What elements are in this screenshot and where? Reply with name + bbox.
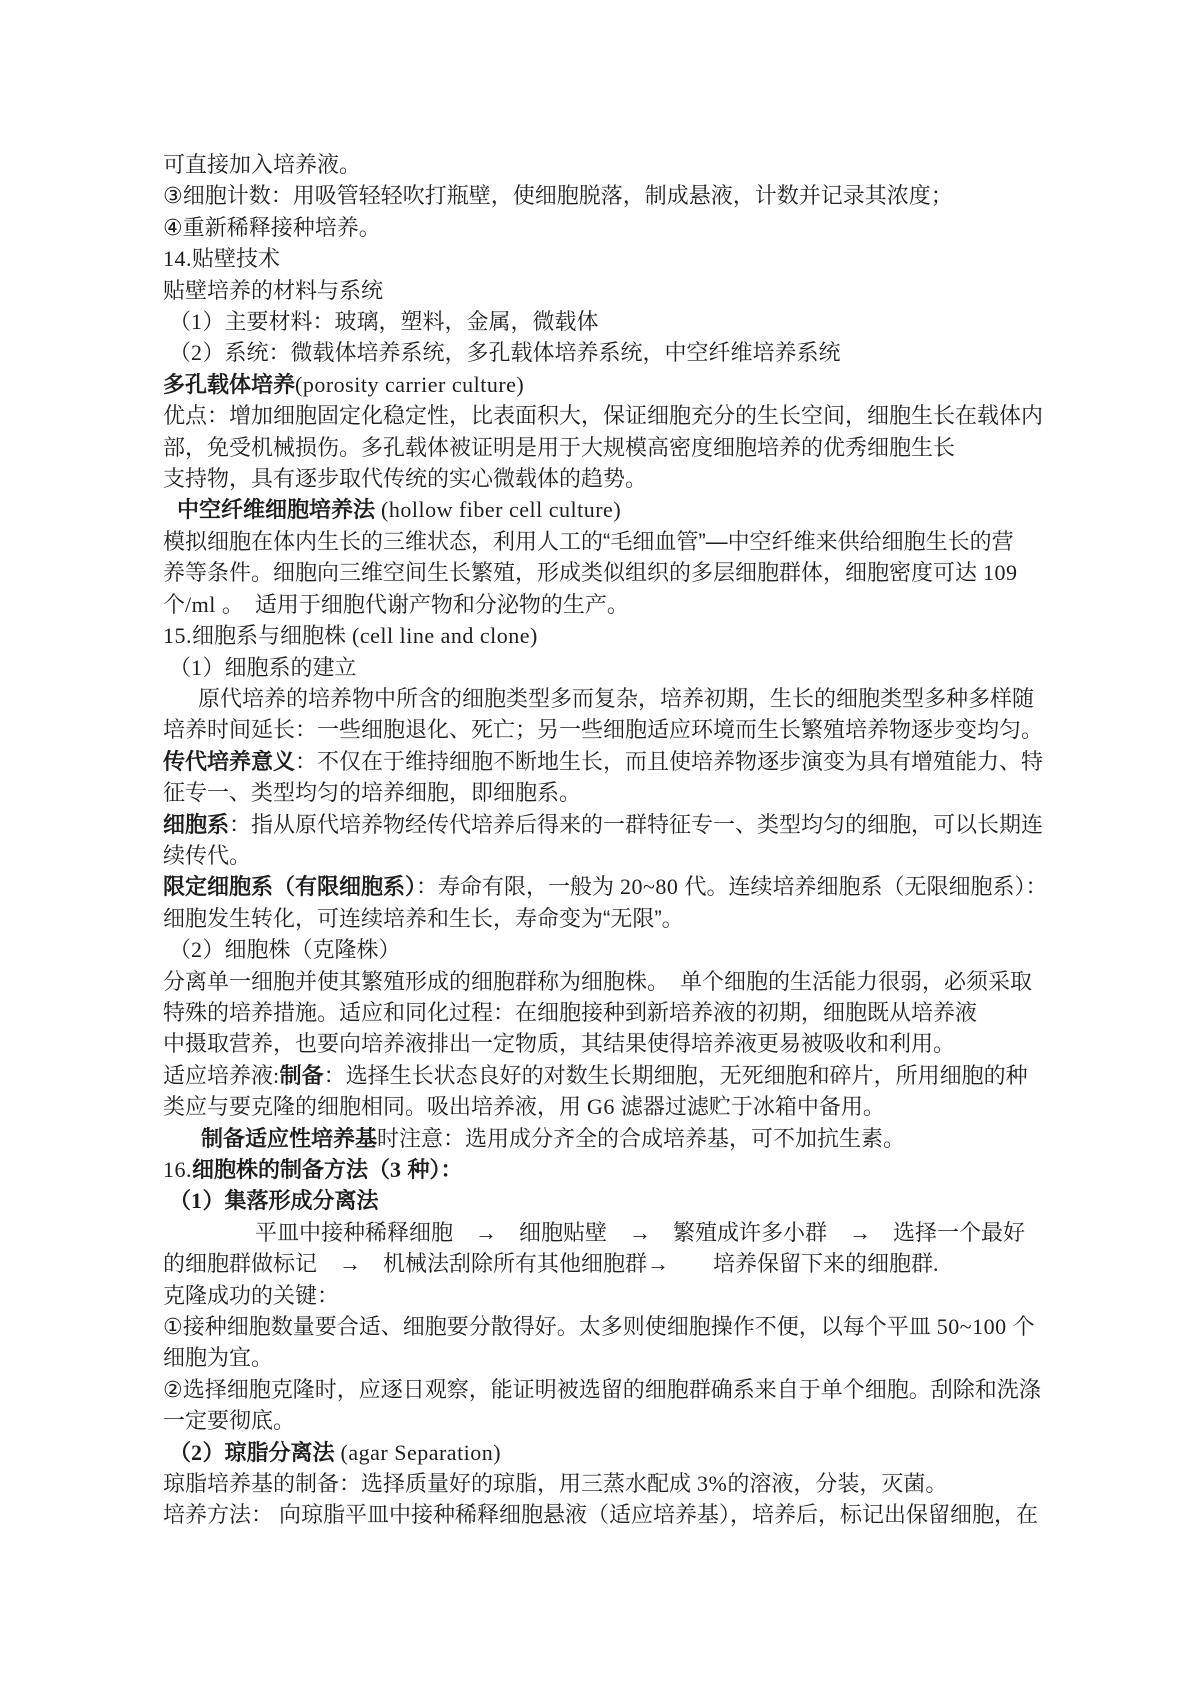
bold-text-segment: 多孔载体培养 — [163, 371, 296, 397]
bold-text-segment: 限定细胞系（有限细胞系） — [163, 874, 417, 900]
text-line — [163, 400, 1053, 431]
latin-text: 14. — [163, 246, 192, 272]
latin-text: 3 — [390, 1157, 408, 1182]
text-segment: 类应与要克隆的细胞相同。吸出培养液，用 G6 滤器过滤贮于冰箱中备用。 — [163, 1094, 885, 1120]
text-segment: ：指从原代培养物经传代培养后得来的一群特征专一、类型均匀的细胞，可以长期连 — [229, 811, 1044, 837]
text-line — [163, 432, 1053, 463]
latin-text: . — [933, 1251, 940, 1277]
latin-text: 2 — [191, 1439, 203, 1465]
text-segment: 个/ml 。 适用于细胞代谢产物和分泌物的生产。 — [163, 591, 629, 617]
text-line — [163, 306, 1053, 337]
text-segment: 征专一、类型均匀的培养细胞，即细胞系。 — [163, 780, 582, 806]
text-segment: ④重新稀释接种培养。 — [163, 214, 381, 240]
document-body — [163, 149, 1053, 1531]
latin-text: : — [273, 1062, 280, 1088]
text-segment: 培养时间延长：一些细胞退化、死亡；另一些细胞适应环境而生长繁殖培养物逐步变均匀。 — [163, 717, 1044, 743]
text-line — [163, 934, 1053, 965]
text-line — [163, 1154, 1053, 1185]
latin-text: G6 — [581, 1094, 621, 1120]
text-line — [163, 369, 1053, 400]
text-segment: （2）细胞株（克隆株） — [169, 937, 401, 963]
latin-text: 2 — [191, 340, 203, 366]
text-segment — [375, 497, 621, 522]
text-segment: 一定要彻底。 — [163, 1408, 296, 1434]
text-segment: ：不仅在于维持细胞不断地生长，而且使培养物逐步演变为具有增殖能力、特 — [295, 748, 1044, 774]
latin-text: (hollow fiber cell culture) — [375, 497, 622, 523]
text-segment: （1）主要材料：玻璃，塑料，金属，微载体 — [169, 309, 599, 335]
text-segment: 的细胞群做标记 → 机械法刮除所有其他细胞群→ 培养保留下来的细胞群. — [163, 1251, 940, 1277]
text-segment: 贴壁培养的材料与系统 — [163, 277, 384, 303]
text-line — [163, 180, 1053, 211]
text-line — [163, 777, 1053, 808]
latin-text: 2 — [191, 937, 203, 963]
text-segment: 细胞发生转化，可连续培养和生长，寿命变为“无限”。 — [163, 905, 684, 931]
latin-text: 1 — [191, 309, 203, 335]
text-segment: 可直接加入培养液。 — [163, 152, 362, 177]
text-line — [163, 1028, 1053, 1059]
text-line — [163, 337, 1053, 368]
text-line — [163, 526, 1053, 557]
text-line — [163, 652, 1053, 683]
latin-text: 16. — [163, 1157, 192, 1182]
text-line — [163, 1280, 1053, 1311]
bold-text-segment: 中空纤维细胞培养法 — [177, 497, 376, 523]
text-line — [163, 149, 1053, 180]
text-line — [163, 683, 1053, 714]
text-line — [163, 746, 1053, 777]
text-segment: 分离单一细胞并使其繁殖形成的细胞群称为细胞株。 单个细胞的生活能力很弱，必须采取 — [163, 968, 1033, 994]
text-segment — [295, 372, 524, 397]
latin-text: 20~80 — [614, 874, 685, 900]
text-segment: 培养方法： 向琼脂平皿中接种稀释细胞悬液（适应培养基），培养后，标记出保留细胞，在 — [163, 1502, 1039, 1528]
latin-text: 50~100 — [930, 1314, 1013, 1340]
text-line — [163, 1405, 1053, 1436]
text-segment: ：选择生长状态良好的对数生长期细胞，无死细胞和碎片，所用细胞的种 — [323, 1062, 1028, 1088]
bold-text-segment: 制备 — [279, 1062, 324, 1088]
text-line — [163, 714, 1053, 745]
text-line — [163, 275, 1053, 306]
text-line — [163, 557, 1053, 588]
text-segment: 时注意：选用成分齐全的合成培养基，可不加抗生素。 — [377, 1125, 906, 1151]
text-line — [163, 494, 1053, 525]
latin-text: (cell line and clone) — [346, 623, 538, 649]
text-line — [163, 1123, 1053, 1154]
bold-text-segment: 传代培养意义 — [163, 748, 296, 774]
text-segment — [335, 1440, 502, 1465]
text-segment: 中摄取营养，也要向培养液排出一定物质，其结果使得培养液更易被吸收和利用。 — [163, 1031, 956, 1057]
text-line — [163, 1342, 1053, 1373]
text-segment: 支持物，具有逐步取代传统的实心微载体的趋势。 — [163, 466, 648, 492]
text-segment: 琼脂培养基的制备：选择质量好的琼脂，用三蒸水配成 3%的溶液，分装，灭菌。 — [163, 1471, 948, 1497]
latin-text — [273, 1502, 279, 1527]
bold-text-segment: （2）琼脂分离法 — [169, 1439, 335, 1465]
text-segment: （2）系统：微载体培养系统，多孔载体培养系统，中空纤维培养系统 — [169, 340, 841, 366]
bold-text-segment: 细胞系 — [163, 811, 230, 837]
text-segment: 14.贴壁技术 — [163, 246, 281, 272]
text-line — [163, 871, 1053, 902]
text-segment: 细胞为宜。 — [163, 1345, 274, 1371]
text-line — [163, 1311, 1053, 1342]
text-segment: 模拟细胞在体内生长的三维状态，利用人工的“毛细血管”—中空纤维来供给细胞生长的营 — [163, 528, 1014, 554]
text-line — [163, 1091, 1053, 1122]
latin-text: 109 — [977, 560, 1018, 586]
text-segment: 适应培养液: — [163, 1062, 280, 1088]
latin-text: /ml — [185, 591, 222, 617]
text-line — [163, 1060, 1053, 1091]
text-line — [163, 463, 1053, 494]
text-segment: 克隆成功的关键： — [163, 1282, 340, 1308]
text-line — [163, 997, 1053, 1028]
text-segment: （1）细胞系的建立 — [169, 654, 357, 680]
text-line — [163, 1374, 1053, 1405]
text-line — [163, 620, 1053, 651]
text-line — [163, 809, 1053, 840]
text-segment: 部，免受机械损伤。多孔载体被证明是用于大规模高密度细胞培养的优秀细胞生长 — [163, 434, 956, 460]
text-line — [163, 212, 1053, 243]
latin-text: 1 — [191, 654, 203, 680]
text-line — [163, 1248, 1053, 1279]
text-line — [163, 1499, 1053, 1530]
bold-text-segment: 细胞株的制备方法（3 种）： — [192, 1157, 463, 1182]
text-segment: ：寿命有限，一般为 20~80 代。连续培养细胞系（无限细胞系）： — [416, 874, 1048, 900]
text-segment: 原代培养的培养物中所含的细胞类型多而复杂，培养初期，生长的细胞类型多种多样随 — [198, 685, 1035, 711]
bold-text-segment: （1）集落形成分离法 — [169, 1188, 379, 1214]
text-segment: 续传代。 — [163, 842, 252, 868]
text-segment: 优点：增加细胞固定化稳定性，比表面积大，保证细胞充分的生长空间，细胞生长在载体内 — [163, 403, 1044, 429]
latin-text: 1 — [191, 1188, 203, 1214]
text-line — [163, 243, 1053, 274]
latin-text: (agar Separation) — [334, 1439, 502, 1465]
text-line — [163, 1185, 1053, 1216]
text-line — [163, 1468, 1053, 1499]
latin-text: 3% — [691, 1471, 728, 1497]
text-line — [163, 1217, 1053, 1248]
text-line — [163, 840, 1053, 871]
text-line — [163, 1437, 1053, 1468]
text-segment: ③细胞计数：用吸管轻轻吹打瓶壁，使细胞脱落，制成悬液，计数并记录其浓度； — [163, 183, 953, 209]
text-segment: ②选择细胞克隆时，应逐日观察，能证明被选留的细胞群确系来自于单个细胞。刮除和洗涤 — [163, 1376, 1041, 1402]
text-segment: 15.细胞系与细胞株 (cell line and clone) — [163, 623, 538, 649]
text-segment: ①接种细胞数量要合适、细胞要分散得好。太多则使细胞操作不便，以每个平皿 50~100 个 — [163, 1314, 1035, 1340]
text-segment: 特殊的培养措施。适应和同化过程：在细胞接种到新培养液的初期，细胞既从培养液 — [163, 999, 978, 1025]
text-line — [163, 966, 1053, 997]
text-segment: 养等条件。细胞向三维空间生长繁殖，形成类似组织的多层细胞群体，细胞密度可达 109 — [163, 560, 1018, 586]
text-line — [163, 589, 1053, 620]
bold-text-segment: 制备适应性培养基 — [201, 1125, 378, 1151]
text-line — [163, 903, 1053, 934]
text-segment — [163, 1157, 192, 1182]
latin-text: 15. — [163, 623, 192, 649]
text-segment: 平皿中接种稀释细胞 → 细胞贴壁 → 繁殖成许多小群 → 选择一个最好 — [255, 1219, 1026, 1245]
latin-text: (porosity carrier culture) — [295, 371, 525, 397]
